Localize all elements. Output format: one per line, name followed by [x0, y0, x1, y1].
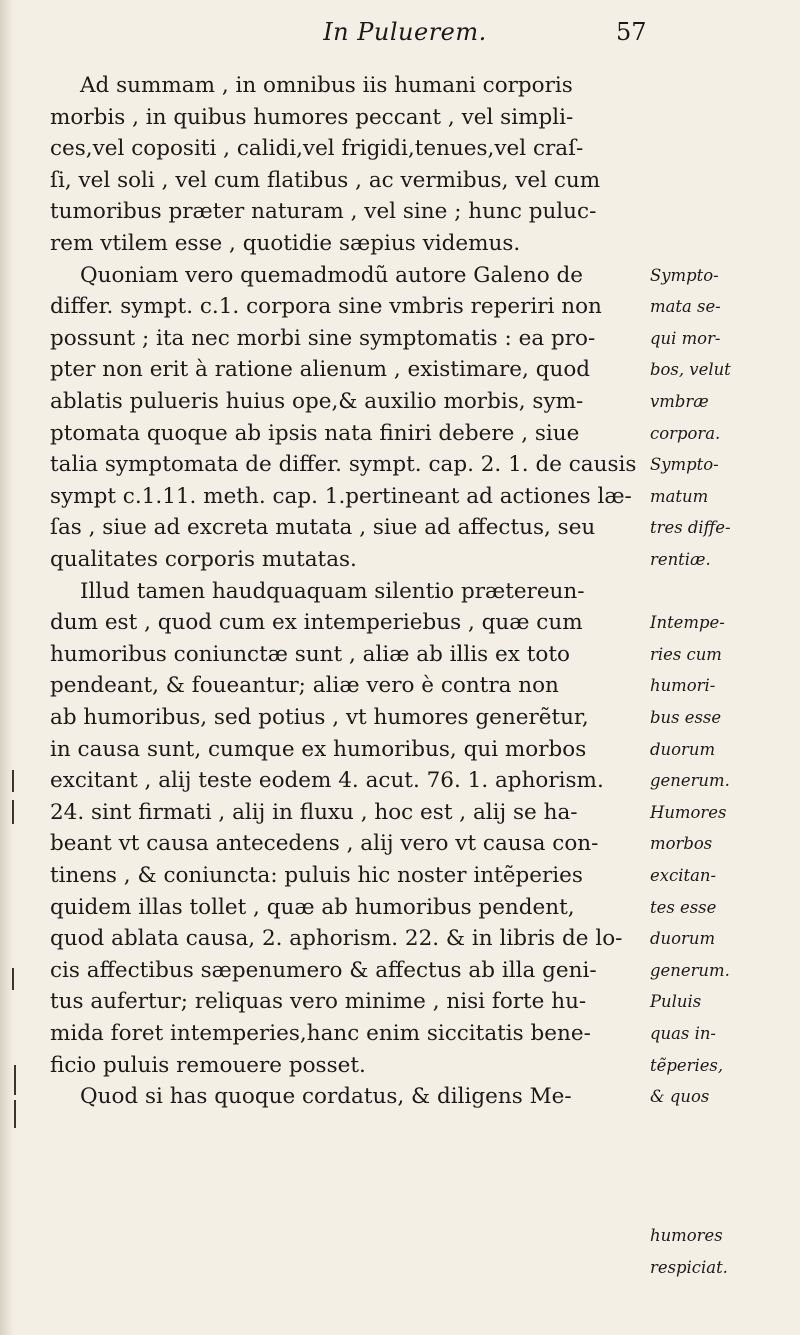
- line-text: morbis , in quibus humores peccant , vel simpli-: [50, 104, 574, 130]
- line-text: tinens , & coniuncta: puluis hic noster intẽperies: [50, 863, 583, 888]
- line-text: cis affectibus sæpenumero & affectus ab illa geni-: [50, 957, 597, 983]
- line-text: tus aufertur; reliquas vero minime , nisi forte hu-: [50, 989, 587, 1015]
- margin-note: Sympto-: [650, 455, 719, 476]
- text-line: [0, 449, 800, 481]
- margin-note: excitan-: [650, 866, 717, 886]
- line-text: excitant , alij teste eodem 4. acut. 76. 1. aphorism.: [50, 768, 604, 794]
- margin-note: bos, velut: [650, 360, 731, 381]
- text-line: [0, 607, 800, 639]
- margin-note: duorum: [650, 929, 716, 950]
- line-text: ab humoribus, sed potius , vt humores generẽtur,: [50, 705, 589, 730]
- margin-note: vmbræ: [650, 392, 709, 412]
- line-text: ces,vel copositi , calidi,vel frigidi,tenues,vel craſ-: [50, 136, 584, 162]
- text-line: [0, 797, 800, 829]
- text-line: [0, 323, 800, 355]
- margin-note: morbos: [650, 834, 713, 855]
- line-text: Quoniam vero quemadmodũ autore Galeno de: [80, 262, 583, 288]
- line-text: 24. sint firmati , alij in fluxu , hoc est , alij se ha-: [50, 799, 578, 825]
- text-line: [0, 386, 800, 418]
- text-line: [0, 986, 800, 1018]
- line-text: ablatis pulueris huius ope,& auxilio morbis, sym-: [50, 389, 584, 414]
- text-line: [0, 670, 800, 702]
- margin-note: & quos: [650, 1087, 710, 1108]
- line-text: mida foret intemperies,hanc enim siccitatis bene-: [50, 1021, 591, 1046]
- margin-note: tẽperies,: [650, 1055, 724, 1076]
- line-text: sympt c.1.11. meth. cap. 1.pertineant ad actiones læ-: [50, 483, 632, 509]
- line-text: pter non erit à ratione alienum , existimare, quod: [50, 357, 591, 383]
- margin-note: bus esse: [650, 708, 722, 728]
- text-line: [0, 260, 800, 292]
- margin-note: corpora.: [650, 423, 721, 444]
- margin-mark: [12, 800, 14, 824]
- line-text: quod ablata causa, 2. aphorism. 22. & in libris de lo-: [50, 926, 623, 952]
- page-number: 57: [616, 18, 647, 46]
- text-line: [0, 1018, 800, 1050]
- margin-note: Puluis: [650, 992, 702, 1013]
- text-line: [0, 1081, 800, 1113]
- line-text: beant vt causa antecedens , alij vero vt causa con-: [50, 831, 599, 857]
- text-line: [0, 955, 800, 987]
- text-line: [0, 734, 800, 766]
- margin-mark: [14, 1065, 16, 1095]
- text-line: [0, 702, 800, 734]
- line-text: pendeant, & foueantur; aliæ vero è contra non: [50, 673, 559, 699]
- text-line: [0, 892, 800, 924]
- margin-mark: [14, 1100, 16, 1128]
- text-line: [0, 481, 800, 513]
- margin-mark: [12, 770, 14, 792]
- line-text: possunt ; ita nec morbi sine symptomatis : ea pro-: [50, 325, 596, 351]
- margin-note: Intempe-: [650, 613, 725, 634]
- text-line: [0, 228, 800, 260]
- text-line: [0, 544, 800, 576]
- margin-note-extra: respiciat.: [650, 1258, 728, 1278]
- margin-note: matum: [650, 486, 709, 507]
- margin-note: quas in-: [650, 1024, 716, 1044]
- text-line: [0, 418, 800, 450]
- text-line: [0, 1050, 800, 1082]
- line-text: Ad summam , in omnibus iis humani corporis: [80, 73, 573, 98]
- margin-note: Humores: [650, 802, 727, 823]
- text-line: [0, 639, 800, 671]
- margin-note: qui mor-: [650, 328, 721, 349]
- line-text: rem vtilem esse , quotidie sæpius videmus.: [50, 231, 521, 256]
- margin-note-extra: humores: [650, 1226, 723, 1246]
- line-text: ſi, vel soli , vel cum flatibus , ac vermibus, vel cum: [50, 167, 601, 193]
- text-line: [0, 354, 800, 386]
- text-line: [0, 133, 800, 165]
- text-line: [0, 70, 800, 102]
- text-line: [0, 291, 800, 323]
- margin-note: generum.: [650, 960, 730, 981]
- line-text: talia symptomata de differ. sympt. cap. 2. 1. de causis: [50, 452, 637, 478]
- margin-note: Sympto-: [650, 265, 719, 286]
- line-text: dum est , quod cum ex intemperiebus , quæ cum: [50, 610, 583, 636]
- text-line: [0, 923, 800, 955]
- line-text: Illud tamen haudquaquam silentio prætereun-: [80, 578, 585, 604]
- margin-note: duorum: [650, 739, 716, 760]
- line-text: quidem illas tollet , quæ ab humoribus pendent,: [50, 894, 575, 920]
- text-line: [0, 165, 800, 197]
- line-text: qualitates corporis mutatas.: [50, 547, 357, 572]
- text-line: [0, 765, 800, 797]
- line-text: Quod si has quoque cordatus, & diligens Me-: [80, 1084, 572, 1110]
- margin-note: rentiæ.: [650, 550, 711, 570]
- margin-note: mata se-: [650, 297, 721, 318]
- text-line: [0, 576, 800, 608]
- running-head: [0, 14, 800, 60]
- line-text: differ. sympt. c.1. corpora sine vmbris reperiri non: [50, 294, 602, 320]
- line-text: tumoribus præter naturam , vel sine ; hunc puluc-: [50, 199, 597, 225]
- margin-note: generum.: [650, 771, 730, 792]
- margin-note: tres diffe-: [650, 518, 731, 539]
- running-title: In Puluerem.: [323, 18, 487, 46]
- line-text: ſas , siue ad excreta mutata , siue ad affectus, seu: [50, 515, 596, 541]
- text-line: [0, 512, 800, 544]
- margin-note: humori-: [650, 676, 716, 697]
- text-line: [0, 196, 800, 228]
- line-text: ptomata quoque ab ipsis nata finiri debere , siue: [50, 420, 580, 446]
- margin-note: tes esse: [650, 897, 717, 918]
- margin-mark: [12, 968, 14, 990]
- margin-note: ries cum: [650, 644, 722, 665]
- line-text: ficio puluis remouere posset.: [50, 1052, 366, 1078]
- line-text: in causa sunt, cumque ex humoribus, qui morbos: [50, 736, 587, 762]
- text-line: [0, 102, 800, 134]
- text-line: [0, 828, 800, 860]
- text-line: [0, 860, 800, 892]
- line-text: humoribus coniunctæ sunt , aliæ ab illis ex toto: [50, 641, 570, 667]
